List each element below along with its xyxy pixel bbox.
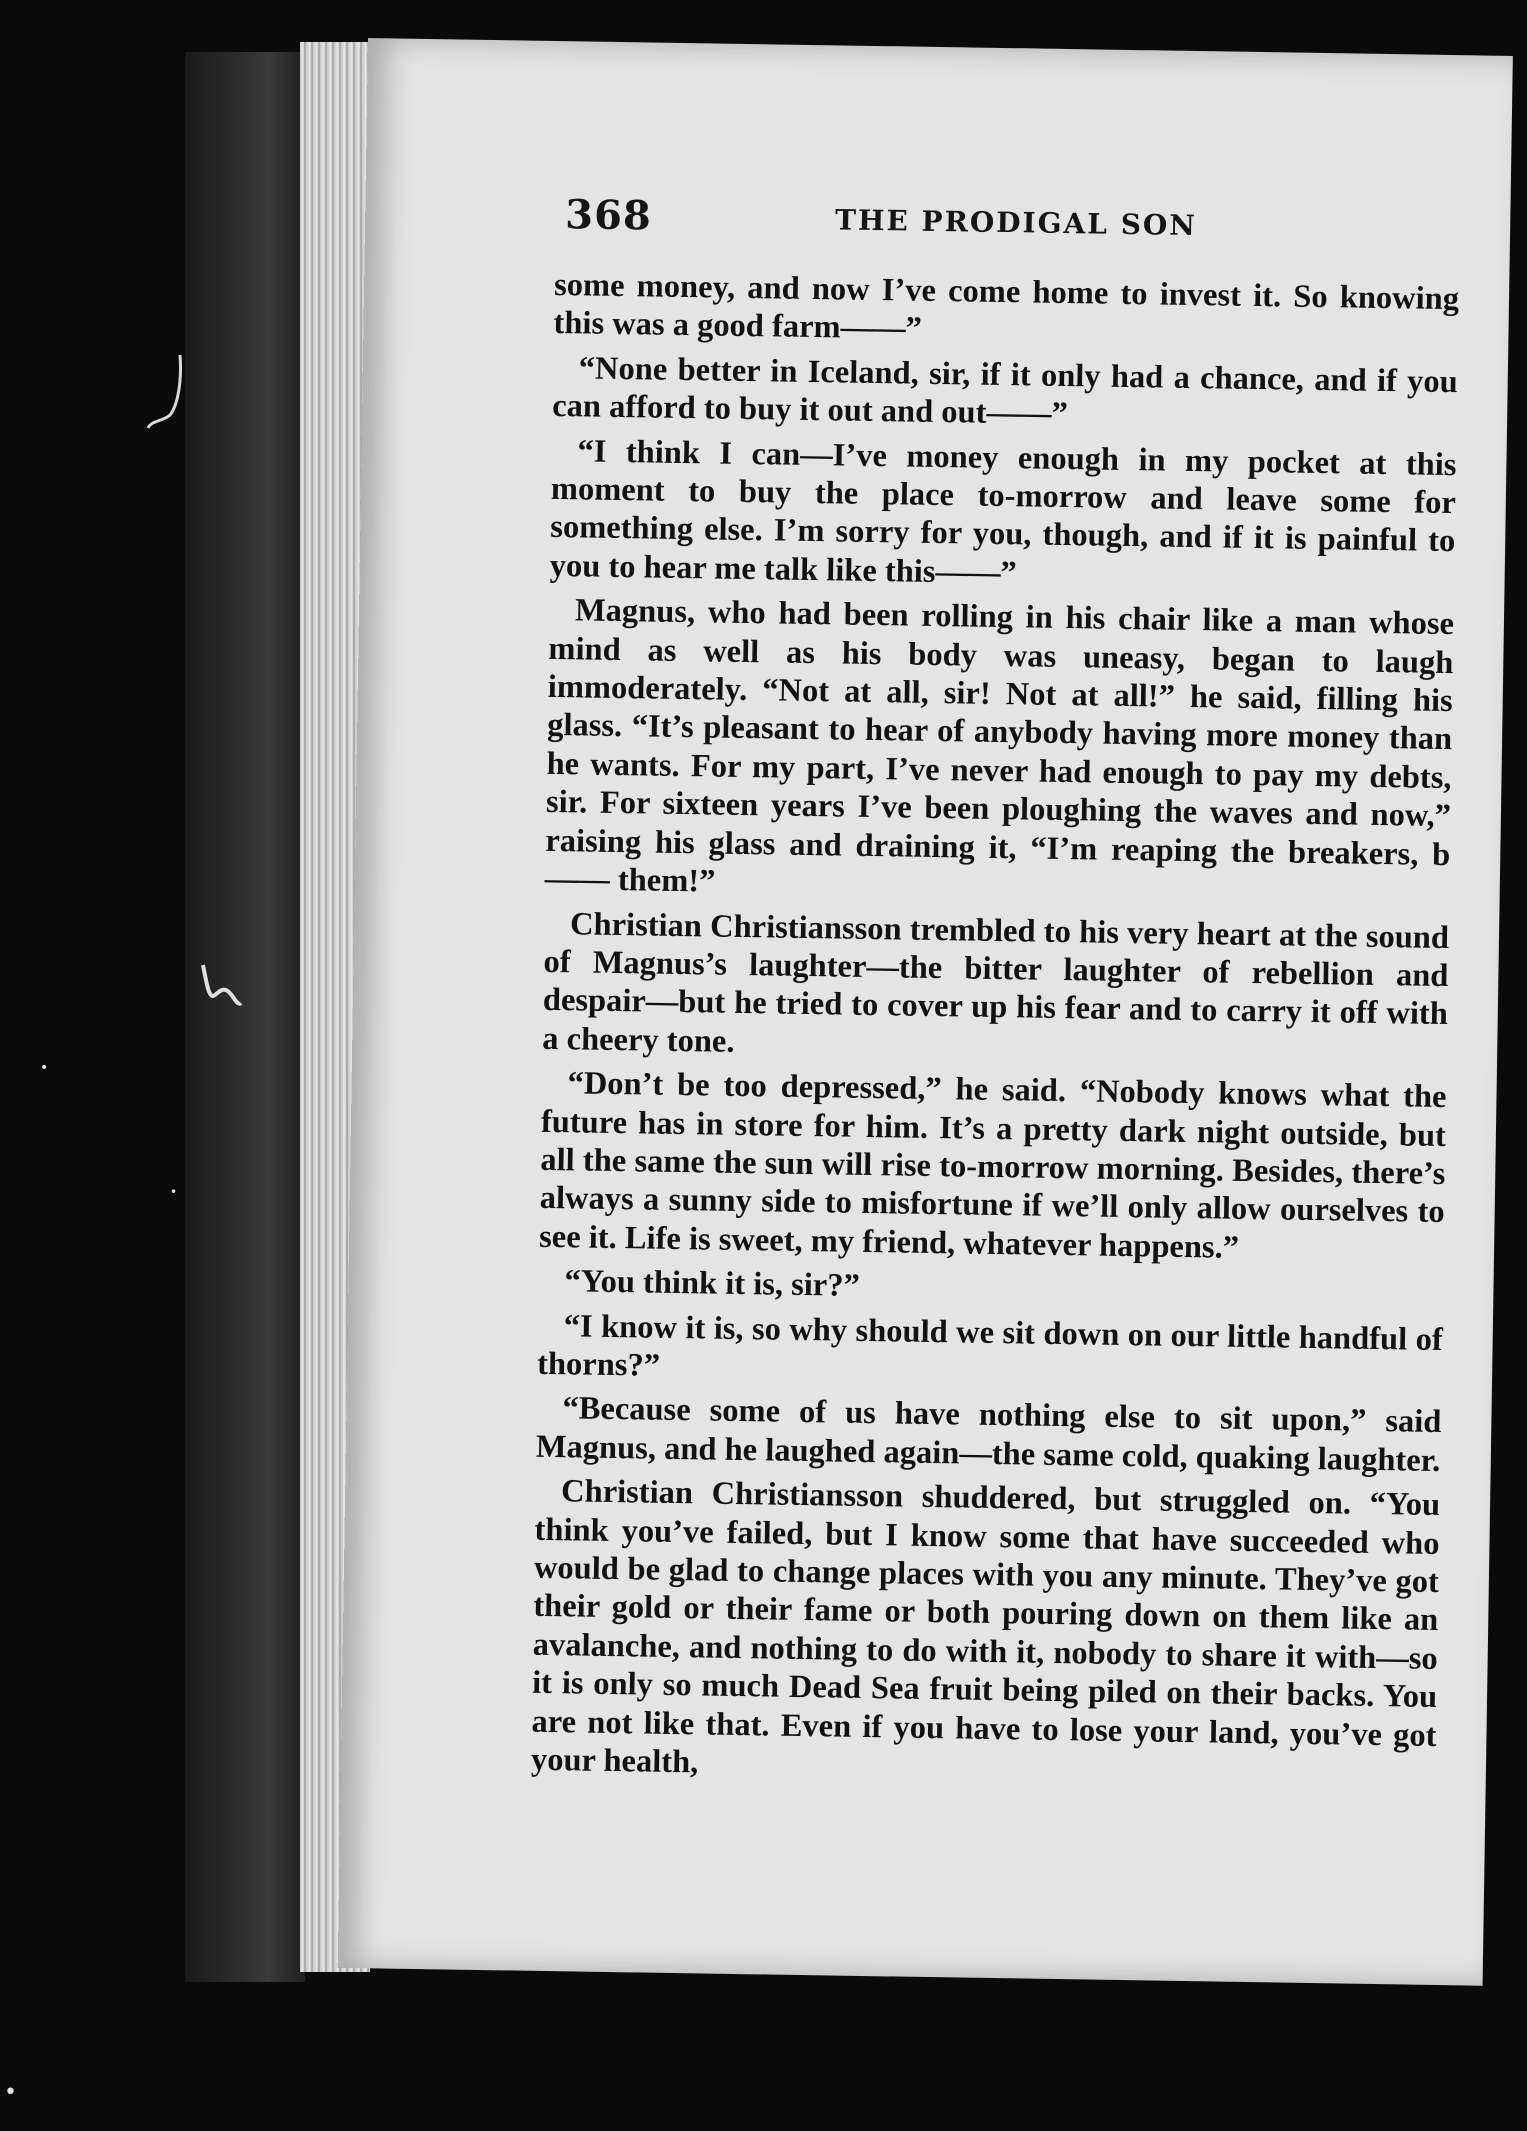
scan-mark-curl [195,955,245,1015]
body-text [531,266,1460,1799]
scan-dust: • [170,1185,178,1199]
book-page [338,38,1513,1986]
scan-mark-squiggle [140,350,200,440]
paragraph: Christian Christiansson shuddered, but struggled on. “You think you’ve failed, but I know some that have succeeded who would be glad to change places with you any minute. They’ve got their gold or their fame or both pouring down on them like an avalanche, and nothing to do with it, nobody to share it with—so it is only so much Dead Sea fruit being piled on their backs. You are not like that. Even if you have to lose your land, you’ve got your health, [530,1473,1441,1781]
paragraph: some money, and now I’ve come home to invest it. So knowing this was a good farm——” [553,266,1460,348]
scan-dust: • [4,2080,17,2105]
paragraph: “None better in Iceland, sir, if it only had a chance, and if you can afford to buy it out and out——” [551,350,1459,433]
scan-dust: • [40,1060,49,1076]
running-title: THE PRODIGAL SON [834,203,1198,243]
book-spine-edge [185,52,305,1982]
paragraph: Magnus, who had been rolling in his chair like a man whose mind as well as his body was uneasy, began to laugh immoderately. “Not at all, sir! Not at all!” he said, filling his glass. “It’s pleasant to hear of anybody having more money than he wants. For my part, I’ve never had enough to pay my debts, sir. For sixteen years I’ve been ploughing the waves and now,” raising his glass and draining it, “I’m reaping the breakers, b—— them!” [544,592,1455,900]
paragraph: “I know it is, so why should we sit down on our little handful of thorns?” [536,1307,1443,1384]
paragraph: “Don’t be too depressed,” he said. “Nobody knows what the future has in store for him. It’s a pretty dark night outside, but all the same the sun will rise to-morrow morning. Besides, there’s always a sunny side to misfortune if we’ll only allow ourselves to see it. Life is sweet, my friend, whatever happens.” [538,1065,1447,1266]
paragraph: “I think I can—I’ve money enough in my pocket at this moment to buy the place to-morrow and leave some for something else. I’m sorry for you, though, and if it is painful to you to hear me talk like this——” [549,432,1457,592]
page-number: 368 [564,191,653,240]
paragraph: “Because some of us have nothing else to sit upon,” said Magnus, and he laughed again—the same cold, quaking laughter. [535,1390,1442,1479]
paragraph: “You think it is, sir?” [564,1263,861,1305]
running-head [565,191,1466,265]
paragraph: Christian Christiansson trembled to his very heart at the sound of Magnus’s laughter—the bitter laughter of rebellion and despair—but he tried to cover up his fear and to carry it off with a cheery tone. [542,905,1450,1060]
